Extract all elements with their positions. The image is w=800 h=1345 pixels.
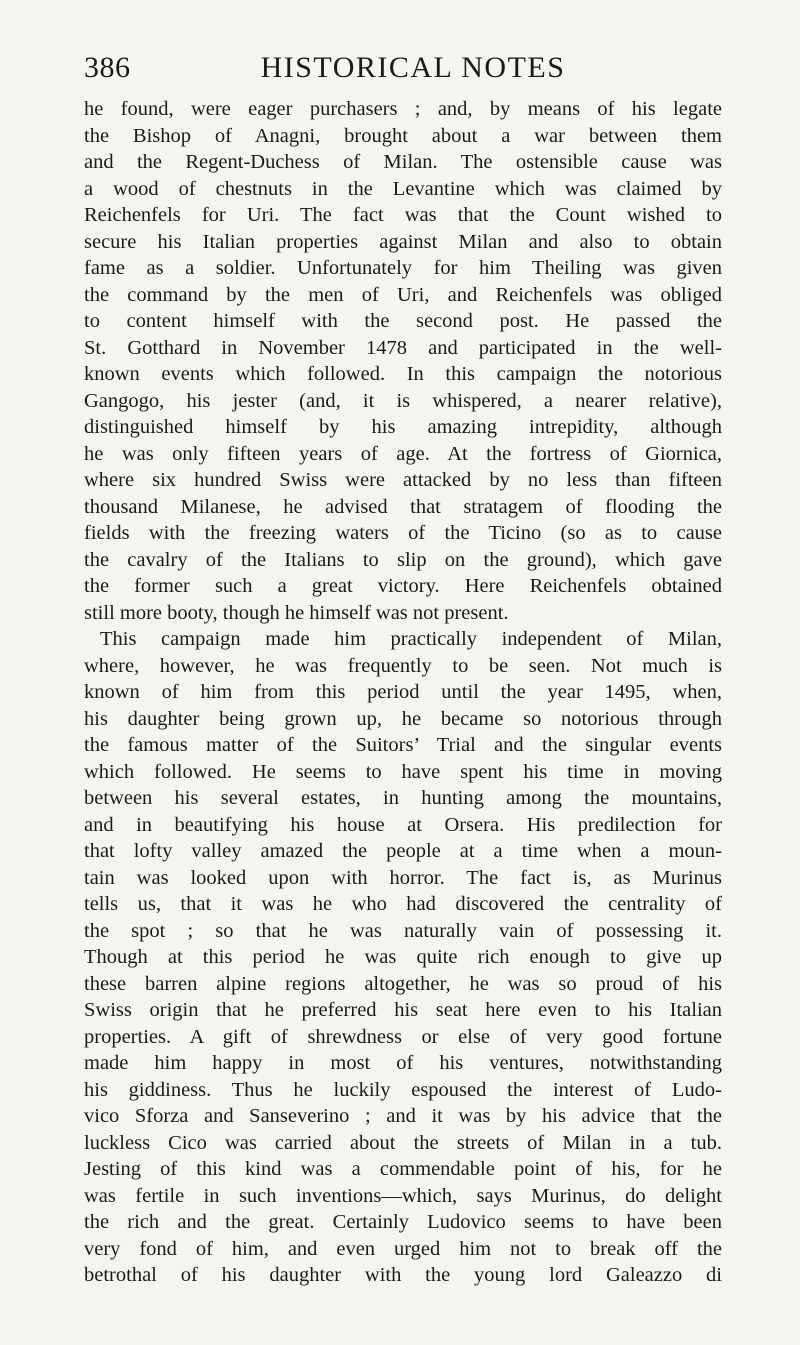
text-line: distinguished himself by his amazing intrepidity, although [84, 416, 722, 438]
text-line: tain was looked upon with horror. The fact is, as Murinus [84, 866, 722, 889]
text-line: known of him from this period until the year 1495, when, [84, 681, 722, 703]
text-line: to content himself with the second post. He passed the [84, 310, 722, 332]
body-text [84, 96, 722, 1289]
text-line: his daughter being grown up, he became so notorious through [84, 707, 722, 730]
text-line: was fertile in such inventions—which, says Murinus, do delight [84, 1184, 722, 1207]
text-line: and in beautifying his house at Orsera. His predilection for [84, 813, 722, 836]
text-line: Jesting of this kind was a commendable point of his, for he [84, 1158, 722, 1180]
text-line: secure his Italian properties against Milan and also to obtain [84, 230, 722, 253]
text-line: known events which followed. In this campaign the notorious [84, 363, 722, 385]
text-line: vico Sforza and Sanseverino ; and it was by his advice that the [84, 1105, 722, 1127]
text-line: thousand Milanese, he advised that stratagem of flooding the [84, 495, 722, 518]
text-line: Swiss origin that he preferred his seat here even to his Italian [84, 999, 722, 1021]
text-line: the rich and the great. Certainly Ludovico seems to have been [84, 1211, 722, 1233]
text-line: where, however, he was frequently to be seen. Not much is [84, 654, 722, 677]
text-line: that lofty valley amazed the people at a time when a moun- [84, 840, 722, 862]
text-line: and the Regent-Duchess of Milan. The ostensible cause was [84, 151, 722, 173]
text-line: where six hundred Swiss were attacked by no less than fifteen [84, 469, 722, 491]
text-line: Gangogo, his jester (and, it is whispered, a nearer relative), [84, 389, 722, 412]
text-line: still more booty, though he himself was not present. [84, 601, 509, 624]
text-line: the famous matter of the Suitors’ Trial and the singular events [84, 734, 722, 756]
text-line: the spot ; so that he was naturally vain of possessing it. [84, 919, 722, 942]
page-number: 386 [84, 51, 131, 84]
text-line: between his several estates, in hunting among the mountains, [84, 787, 722, 809]
text-line: very fond of him, and even urged him not to break off the [84, 1237, 722, 1260]
text-line: luckless Cico was carried about the streets of Milan in a tub. [84, 1131, 722, 1154]
page-header [84, 48, 722, 88]
text-line: properties. A gift of shrewdness or else of very good fortune [84, 1025, 722, 1048]
text-line: tells us, that it was he who had discovered the centrality of [84, 893, 722, 915]
text-line: betrothal of his daughter with the young lord Galeazzo di [84, 1264, 722, 1286]
text-line: the Bishop of Anagni, brought about a war between them [84, 124, 722, 147]
running-title: HISTORICAL NOTES [260, 51, 566, 84]
text-line: he was only fifteen years of age. At the fortress of Giornica, [84, 442, 722, 465]
text-line: Reichenfels for Uri. The fact was that the Count wished to [84, 204, 722, 226]
text-line: This campaign made him practically independent of Milan, [100, 628, 722, 650]
text-line: a wood of chestnuts in the Levantine which was claimed by [84, 177, 722, 200]
text-line: the former such a great victory. Here Reichenfels obtained [84, 575, 722, 597]
text-line: he found, were eager purchasers ; and, by means of his legate [84, 98, 722, 120]
text-line: St. Gotthard in November 1478 and participated in the well- [84, 336, 722, 359]
text-line: the command by the men of Uri, and Reichenfels was obliged [84, 283, 722, 306]
text-line: which followed. He seems to have spent his time in moving [84, 760, 722, 783]
text-line: these barren alpine regions altogether, he was so proud of his [84, 972, 722, 995]
text-line: made him happy in most of his ventures, notwithstanding [84, 1052, 722, 1074]
text-line: fame as a soldier. Unfortunately for him Theiling was given [84, 257, 722, 279]
text-line: the cavalry of the Italians to slip on the ground), which gave [84, 548, 722, 571]
text-line: fields with the freezing waters of the Ticino (so as to cause [84, 522, 722, 544]
text-line: Though at this period he was quite rich enough to give up [84, 946, 722, 968]
text-line: his giddiness. Thus he luckily espoused the interest of Ludo- [84, 1078, 722, 1101]
